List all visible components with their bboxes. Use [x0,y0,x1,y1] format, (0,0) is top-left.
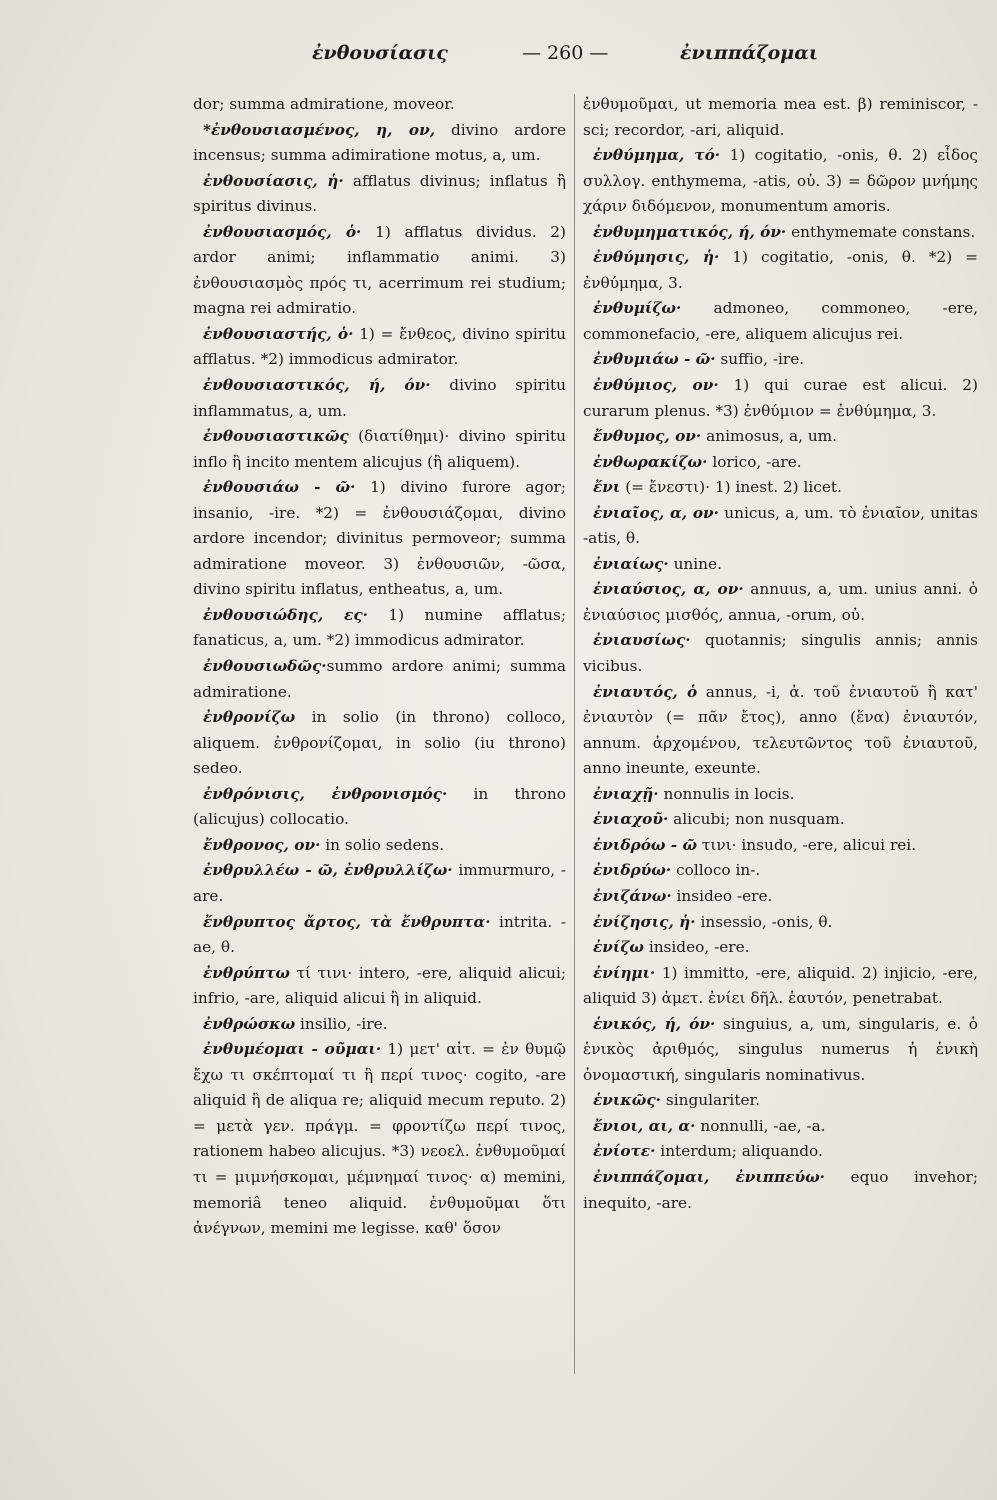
entry-definition: nonnulli, -ae, -a. [695,1116,826,1135]
entry-headword: ἐνθρυλλέω - ῶ, ἐνθρυλλίζω· [203,861,453,880]
entry-definition: annus, -i, ἀ. τοῦ ἐνιαυτοῦ ἢ κατ' ἐνιαυτὸν (= πᾶν ἔτος), anno (ἕνα) ἐνιαυτόν, annum. ἀρχομένου, τελευτῶντος τοῦ ἐνιαυτοῦ, anno ineunte, exeunte. [583,682,978,778]
dictionary-entry [583,347,978,373]
dictionary-entry [583,552,978,578]
entry-definition: 1) afflatus dividus. 2) ardor animi; inflammatio animi. 3) ἐνθουσιασμὸς πρός τι, acerrimum rei studium; magna rei admiratio. [193,222,566,318]
dictionary-entry [583,858,978,884]
dictionary-entry [193,118,566,169]
entry-definition: in solio (in throno) colloco, aliquem. ἐνθρονίζομαι, in solio (iu throno) sedeo. [193,708,566,778]
entry-definition: animosus, a, um. [701,427,838,446]
dictionary-entry [583,910,978,936]
entry-definition: insilio, -ire. [295,1014,388,1033]
header-right-guide-word: ἐνιππάζομαι [680,42,819,64]
dictionary-entry [193,424,566,475]
entry-headword: ἔνθρονος, ον· [203,835,321,854]
entry-headword: ἐνθουσιαστής, ὁ· [203,324,354,343]
dictionary-entry [193,603,566,654]
dictionary-entry [583,1012,978,1089]
entry-headword: ἐνθύμιος, ον· [593,376,719,395]
entry-definition: nonnulis in locis. [658,784,795,803]
entry-definition: enthymemate constans. [786,222,976,241]
dictionary-entry [193,833,566,859]
entry-headword: ἐνίζω [593,938,644,957]
entry-definition: summo ardore animi; summa admiratione. [193,657,566,701]
entry-headword: ἐνιαχοῦ· [593,810,669,829]
entry-headword: ἐνιαῖος, α, ον· [593,503,719,522]
entry-headword: ἔνθρυπτος ἄρτος, τὰ ἔνθρυπτα· [203,912,491,931]
running-header [190,42,830,72]
dictionary-entry [583,245,978,296]
dictionary-entry [193,475,566,603]
page-number: — 260 — [522,42,609,64]
entry-headword: ἐνιζάνω· [593,886,672,905]
entry-headword: *ἐνθουσιασμένος, η, ον, [203,120,436,139]
entry-definition: divino spiritu inflammatus, a, um. [193,376,566,420]
dictionary-entry [193,220,566,322]
entry-headword: ἐνθυμιάω - ῶ· [593,350,716,369]
dictionary-entry [583,935,978,961]
entry-definition: divino ardore incensus; summa adimiratione motus, a, um. [193,120,566,165]
entry-definition: insessio, -onis, θ. [695,912,833,931]
entry-headword: ἑνικῶς· [593,1091,661,1110]
entry-definition: lorico, -are. [707,452,802,471]
entry-headword: ἐνίζησις, ἡ· [593,912,696,931]
entry-headword: ἐνίοτε· [593,1142,656,1161]
dictionary-entry [193,705,566,782]
entry-headword: ἑνικός, ή, όν· [593,1014,716,1033]
entry-headword: ἐνιαυσίως· [593,631,691,650]
dictionary-entry [583,833,978,859]
entry-definition: 1) μετ' αἰτ. = ἐν θυμῷ ἔχω τι σκέπτομαί τι ἢ περί τινος· cogito, -are aliquid ἢ de aliqua re; aliquid mecum reputo. 2) = μετὰ γεν. πράγμ. = φροντίζω περί τινος, rationem habeo alicujus. *3) νεοελ. ἐνθυμοῦμαί τι = μιμνήσκομαι, μέμνημαί τινος· α) memini, memoriâ teneo aliquid. ἐνθυμοῦμαι ὅτι ἀνέγνων, memini me legisse. καθ' ὅσον [193,1040,566,1238]
dictionary-entry [583,1114,978,1140]
dictionary-entry [583,475,978,501]
entry-headword: ἐνθουσίασις, ἡ· [203,171,344,190]
entry-definition: unine. [668,554,722,573]
entry-definition: (= ἔνεστι)· 1) inest. 2) licet. [620,478,842,497]
entry-headword: ἐνιδρόω - ῶ [593,835,698,854]
dictionary-entry [193,961,566,1012]
entry-headword: ἐνθρύπτω [203,963,290,982]
entry-definition: quotannis; singulis annis; annis vicibus. [583,631,978,676]
dictionary-entry [583,450,978,476]
entry-headword: ἐνθρώσκω [203,1014,296,1033]
entry-definition: annuus, a, um. unius anni. ὁ ἐνιαύσιος μισθός, annua, -orum, οὐ. [583,580,978,624]
entry-definition: 1) divino furore agor; insanio, -ire. *2) = ἐνθουσιάζομαι, divino ardore incendor; divinitus permoveor; summa admiratione moveor. 3) ἐνθουσιῶν, -ῶσα, divino spiritu inflatus, entheatus, a, um. [193,478,566,599]
entry-definition: admoneo, commoneo, -ere, commonefacio, -ere, aliquem alicujus rei. [583,299,978,343]
dictionary-entry [583,628,978,679]
dictionary-entry [193,322,566,373]
entry-headword: ἐνιππάζομαι, ἐνιππεύω· [593,1167,825,1186]
entry-definition: τινι· insudo, -ere, alicui rei. [697,835,917,854]
entry-definition: colloco in-. [671,861,761,880]
dictionary-entry [583,807,978,833]
entry-headword: ἐνθύμησις, ἡ· [593,248,720,267]
entry-definition: in throno (alicujus) collocatio. [193,784,566,829]
entry-definition: ἐνθυμοῦμαι, ut memoria mea est. β) reminiscor, -sci; recordor, -ari, aliquid. [583,95,978,139]
entry-headword: ἐνιαχῇ· [593,784,659,803]
entry-definition: in solio sedens. [320,835,445,854]
dictionary-entry [193,169,566,220]
entry-definition: afflatus divinus; inflatus ἢ spiritus divinus. [193,171,566,216]
dictionary-entry [583,1139,978,1165]
dictionary-entry [583,961,978,1012]
entry-headword: ἐνιαυτός, ὁ [593,682,698,701]
entry-definition: insideo -ere. [671,886,773,905]
entry-definition: unicus, a, um. τὸ ἐνιαῖον, unitas -atis, θ. [583,503,978,548]
entry-definition: (διατίθημι)· divino spiritu inflo ἢ incito mentem alicujus (ἢ aliquem). [193,427,566,471]
dictionary-entry [583,1088,978,1114]
entry-headword: ἔνθυμος, ον· [593,427,702,446]
dictionary-entry [193,910,566,961]
dictionary-entry [583,424,978,450]
dictionary-entry [193,858,566,909]
dictionary-entry [583,143,978,220]
entry-definition: intrita. -ae, θ. [193,912,566,957]
entry-headword: ἐνθουσιάω - ῶ· [203,478,356,497]
dictionary-entry [583,680,978,782]
dictionary-entry [583,501,978,552]
entry-headword: ἐνίημι· [593,963,656,982]
right-column [583,92,978,1382]
entry-headword: ἐνθουσιωδῶς· [203,657,327,676]
dictionary-entry [193,654,566,705]
entry-headword: ἐνιαύσιος, α, ον· [593,580,744,599]
entry-definition: equo invehor; inequito, -are. [583,1167,978,1212]
dictionary-entry [193,1012,566,1038]
dictionary-entry [583,296,978,347]
left-column [193,92,566,1382]
dictionary-entry [583,1165,978,1216]
dictionary-entry [193,1037,566,1241]
dictionary-entry [193,92,566,118]
dictionary-entry [583,782,978,808]
entry-definition: 1) cogitatio, -onis, θ. 2) εἶδος συλλογ. enthymema, -atis, οὐ. 3) = δῶρον μνήμης χάριν διδόμενον, monumentum amoris. [583,146,978,216]
dictionary-entry [583,577,978,628]
entry-definition: 1) numine afflatus; fanaticus, a, um. *2) immodicus admirator. [193,605,566,650]
dictionary-entry [583,884,978,910]
entry-headword: ἔνιοι, αι, α· [593,1116,696,1135]
entry-definition: immurmuro, -are. [193,861,566,905]
entry-definition: 1) qui curae est alicui. 2) curarum plenus. *3) ἐνθύμιον = ἐνθύμημα, 3. [583,376,978,420]
entry-headword: ἐνιαίως· [593,554,669,573]
entry-headword: ἐνθυμίζω· [593,299,682,318]
entry-headword: ἐνθρονίζω [203,708,296,727]
entry-headword: ἐνθουσιαστικός, ή, όν· [203,376,431,395]
entry-definition: suffio, -ire. [715,350,805,369]
header-left-guide-word: ἐνθουσίασις [312,42,448,64]
entry-definition: insideo, -ere. [643,938,750,957]
entry-definition: 1) cogitatio, -onis, θ. *2) = ἐνθύμημα, 3. [583,248,978,292]
entry-definition: dor; summa admiratione, moveor. [193,95,455,113]
entry-headword: ἐνθύμημα, τό· [593,146,721,165]
dictionary-entry [193,782,566,833]
dictionary-entry [583,92,978,143]
dictionary-entry [193,373,566,424]
entry-headword: ἐνθουσιώδης, ες· [203,605,368,624]
entry-headword: ἔνι [593,478,621,497]
entry-headword: ἐνθωρακίζω· [593,452,708,471]
entry-definition: τί τινι· intero, -ere, aliquid alicui; infrio, -are, aliquid alicui ἢ in aliquid. [193,963,566,1008]
entry-definition: 1) = ἔνθεος, divino spiritu afflatus. *2) immodicus admirator. [193,324,566,369]
entry-headword: ἐνθρόνισις, ἐνθρονισμός· [203,784,448,803]
column-divider [574,94,575,1374]
entry-headword: ἐνθυμέομαι - οῦμαι· [203,1040,382,1059]
dictionary-entry [583,220,978,246]
entry-definition: interdum; aliquando. [655,1142,823,1161]
entry-definition: 1) immitto, -ere, aliquid. 2) injicio, -ere, aliquid 3) ἀμετ. ἐνίει δῆλ. ἑαυτόν, penetrabat. [583,963,978,1008]
entry-headword: ἐνθουσιαστικῶς [203,427,349,446]
dictionary-entry [583,373,978,424]
entry-headword: ἐνθυμηματικός, ή, όν· [593,222,787,241]
entry-definition: singuius, a, um, singularis, e. ὁ ἑνικὸς ἀριθμός, singulus numerus ἡ ἑνικὴ ὀνομαστική, singularis nominativus. [583,1014,978,1084]
entry-definition: singulariter. [661,1091,761,1110]
entry-headword: ἐνθουσιασμός, ὁ· [203,222,362,241]
entry-definition: alicubi; non nusquam. [668,810,845,829]
entry-headword: ἐνιδρύω· [593,861,672,880]
